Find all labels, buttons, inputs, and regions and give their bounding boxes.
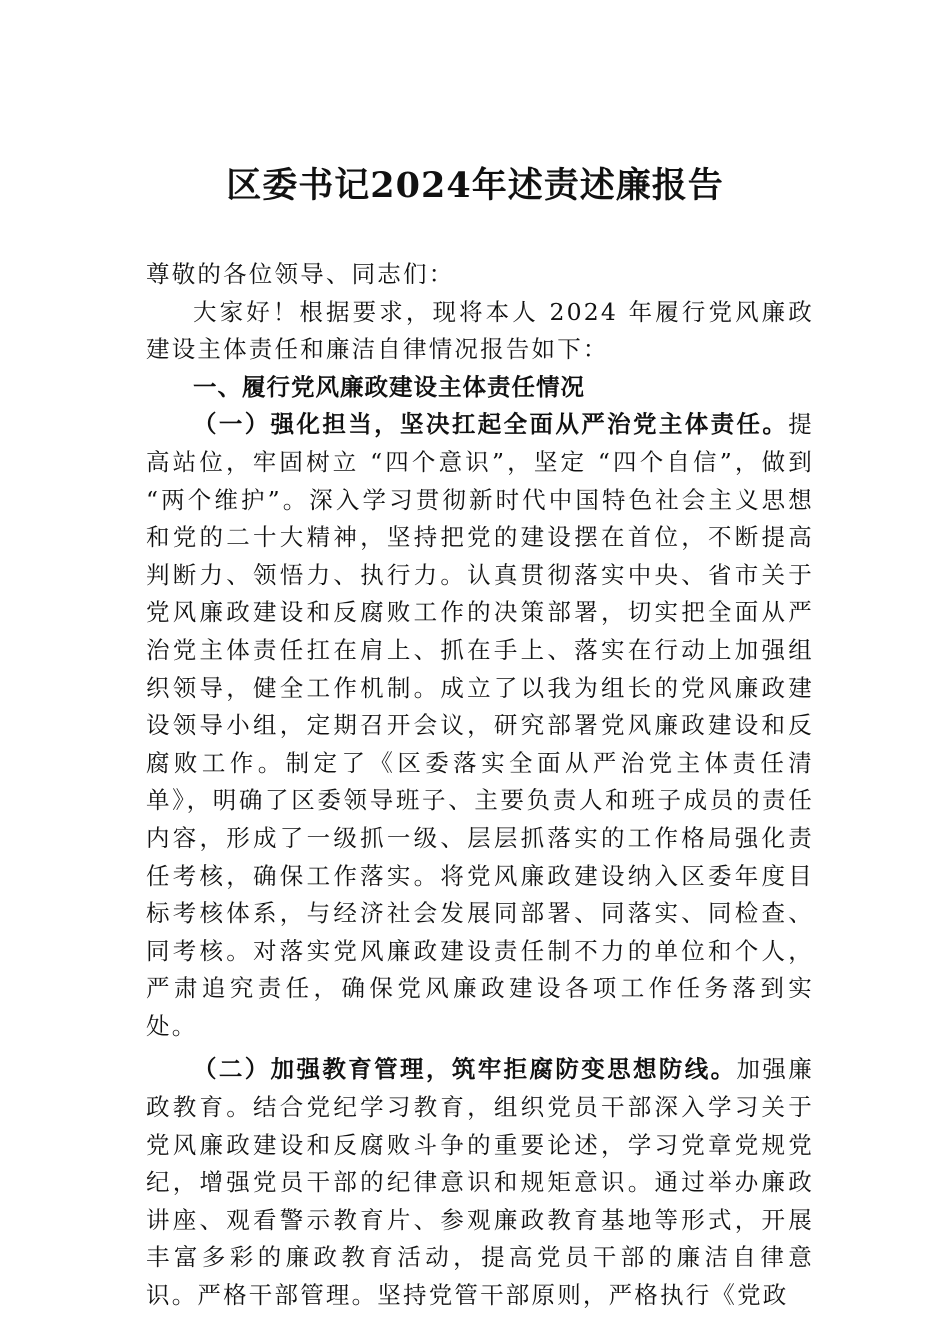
- paragraph-2-lead: （二）加强教育管理，筑牢拒腐防变思想防线。: [193, 1055, 737, 1084]
- paragraph-1-text: 提高站位，牢固树立 “四个意识”，坚定 “四个自信”，做到 “两个维护”。深入学习贯彻新时代中国特色社会主义思想和党的二十大精神，坚持把党的建设摆在首位，不断提高判断力、领悟力、执行力。认真贯彻落实中央、省市关于党风廉政建设和反腐败工作的决策部署，切实把全面从严治党主体责任扛在肩上、抓在手上、落实在行动上加强组织领导，健全工作机制。成立了以我为组长的党风廉政建设领导小组，定期召开会议，研究部署党风廉政建设和反腐败工作。制定了《区委落实全面从严治党主体责任清单》，明确了区委领导班子、主要负责人和班子成员的责任内容，形成了一级抓一级、层层抓落实的工作格局强化责任考核，确保工作落实。将党风廉政建设纳入区委年度目标考核体系，与经济社会发展同部署、同落实、同检查、同考核。对落实党风廉政建设责任制不力的单位和个人，严肃追究责任，确保党风廉政建设各项工作任务落到实处。: [146, 410, 814, 1040]
- intro-paragraph: 大家好！根据要求，现将本人 2024 年履行党风廉政建设主体责任和廉洁自律情况报告如下：: [146, 297, 814, 364]
- section-heading-1: 一、履行党风廉政建设主体责任情况: [193, 372, 585, 401]
- document-title: 区委书记2024年述责述廉报告: [226, 165, 724, 206]
- paragraph-1-lead: （一）强化担当，坚决扛起全面从严治党主体责任。: [193, 410, 789, 439]
- paragraph-1: [146, 406, 814, 1045]
- paragraph-2-text: 加强廉政教育。结合党纪学习教育，组织党员干部深入学习关于党风廉政建设和反腐败斗争的重要论述，学习党章党规党纪，增强党员干部的纪律意识和规矩意识。通过举办廉政讲座、观看警示教育片、参观廉政教育基地等形式，开展丰富多彩的廉政教育活动，提高党员干部的廉洁自律意识。严格干部管理。坚持党管干部原则，严格执行《党政: [146, 1055, 814, 1310]
- document-body: [146, 256, 814, 1315]
- salutation: 尊敬的各位领导、同志们：: [146, 260, 455, 288]
- paragraph-2: [146, 1051, 814, 1314]
